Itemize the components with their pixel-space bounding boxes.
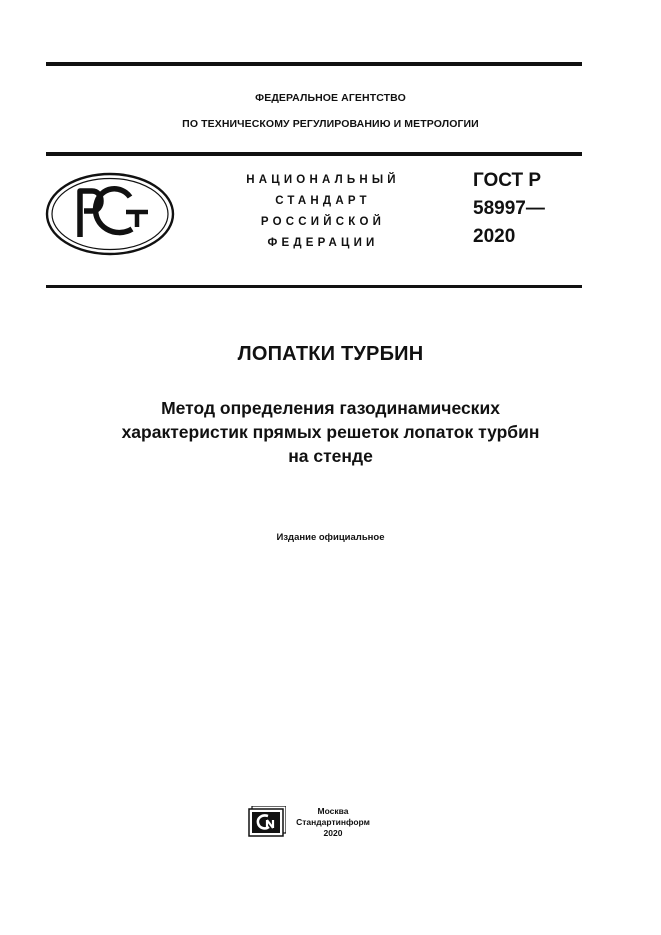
header-rule (46, 152, 582, 156)
publisher-city: Москва (317, 806, 349, 816)
gost-line-1: ГОСТ Р (473, 170, 542, 191)
subtitle-line-1: Метод определения газодинамических (161, 398, 500, 418)
subtitle-line-3: на стенде (288, 446, 373, 466)
rst-certification-mark-icon (44, 171, 176, 262)
section-rule (46, 285, 582, 288)
publisher-info (292, 806, 374, 839)
national-line-1: НАЦИОНАЛЬНЫЙ (246, 174, 400, 186)
agency-name-line2: ПО ТЕХНИЧЕСКОМУ РЕГУЛИРОВАНИЮ И МЕТРОЛОГИИ (182, 118, 479, 130)
agency-name-line1: ФЕДЕРАЛЬНОЕ АГЕНТСТВО (255, 92, 406, 104)
edition-note: Издание официальное (276, 532, 385, 543)
national-line-4: ФЕДЕРАЦИИ (267, 237, 379, 249)
publisher-name: Стандартинформ (296, 817, 370, 827)
national-line-2: СТАНДАРТ (275, 195, 371, 207)
standartinform-logo-icon (248, 806, 286, 843)
publisher-year: 2020 (323, 828, 343, 838)
top-rule (46, 62, 582, 66)
national-standard-label (228, 170, 418, 254)
national-line-3: РОССИЙСКОЙ (260, 216, 386, 228)
gost-line-3: 2020 (473, 226, 516, 247)
subtitle-line-2: характеристик прямых решеток лопаток турбин (121, 422, 540, 442)
document-subtitle (0, 396, 661, 468)
gost-line-2: 58997— (473, 198, 545, 219)
gost-designation (473, 167, 545, 251)
document-title: ЛОПАТКИ ТУРБИН (237, 343, 424, 365)
